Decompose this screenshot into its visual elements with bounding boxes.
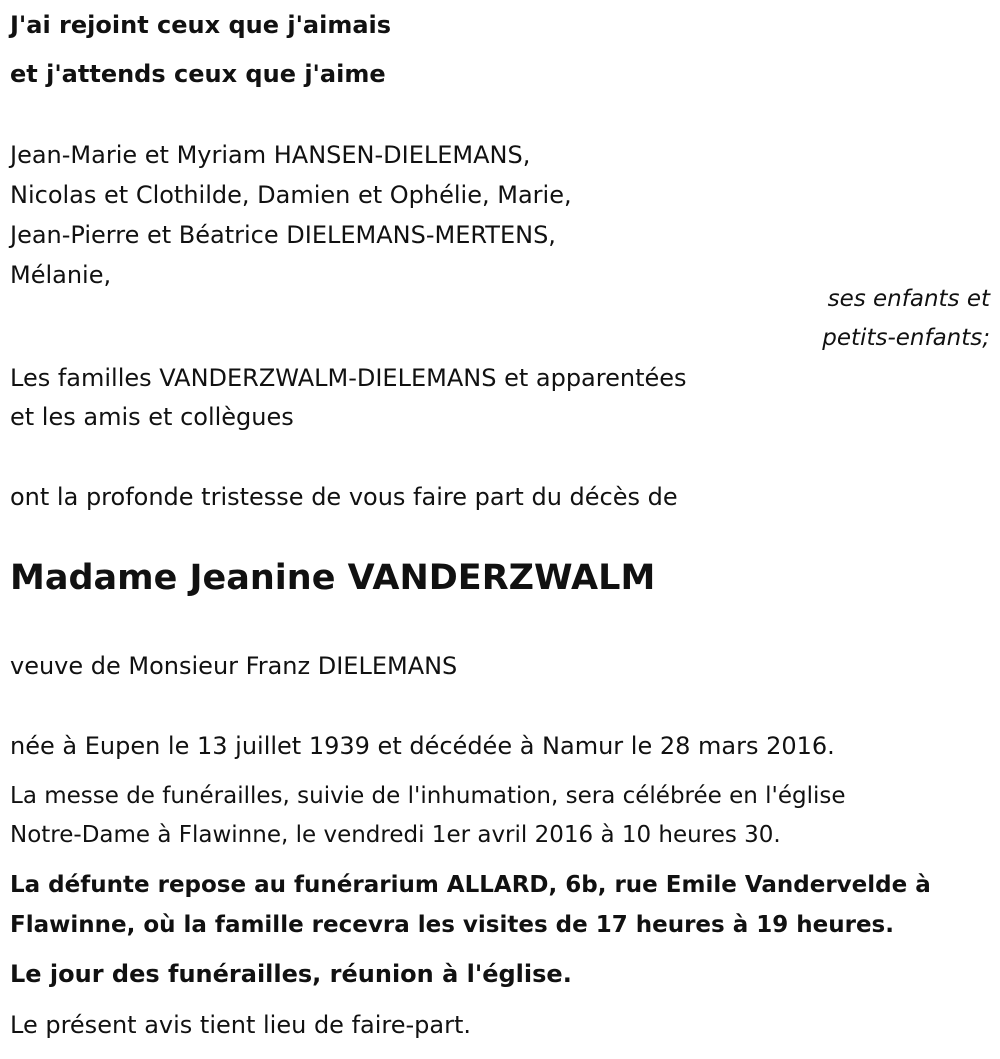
repose-line-1: La défunte repose au funérarium ALLARD, 6b, rue Emile Vandervelde à (10, 872, 931, 898)
birth-death-text: née à Eupen le 13 juillet 1939 et décédée à Namur le 28 mars 2016. (10, 732, 835, 760)
family-relation-line-2: petits-enfants; (822, 325, 990, 351)
repose-line-2: Flawinne, où la famille recevra les visites de 17 heures à 19 heures. (10, 912, 894, 938)
mass-line-1: La messe de funérailles, suivie de l'inhumation, sera célébrée en l'église (10, 783, 846, 809)
funeral-meeting-text: Le jour des funérailles, réunion à l'église. (10, 960, 572, 988)
epigraph-line-1: J'ai rejoint ceux que j'aimais (10, 11, 392, 39)
family-line-4: Mélanie, (10, 261, 112, 289)
family-relation-line-1: ses enfants et (827, 286, 990, 312)
family-line-3: Jean-Pierre et Béatrice DIELEMANS-MERTENS, (10, 221, 556, 249)
family-line-1: Jean-Marie et Myriam HANSEN-DIELEMANS, (10, 141, 531, 169)
mass-line-2: Notre-Dame à Flawinne, le vendredi 1er avril 2016 à 10 heures 30. (10, 822, 781, 848)
announcement-text: ont la profonde tristesse de vous faire part du décès de (10, 483, 678, 511)
family-line-2: Nicolas et Clothilde, Damien et Ophélie, Marie, (10, 181, 572, 209)
notice-text: Le présent avis tient lieu de faire-part. (10, 1011, 472, 1039)
others-line-1: Les familles VANDERZWALM-DIELEMANS et apparentées (10, 364, 687, 392)
others-line-2: et les amis et collègues (10, 403, 294, 431)
deceased-name: Madame Jeanine VANDERZWALM (10, 558, 656, 598)
widow-of-text: veuve de Monsieur Franz DIELEMANS (10, 652, 458, 680)
epigraph-line-2: et j'attends ceux que j'aime (10, 60, 386, 88)
